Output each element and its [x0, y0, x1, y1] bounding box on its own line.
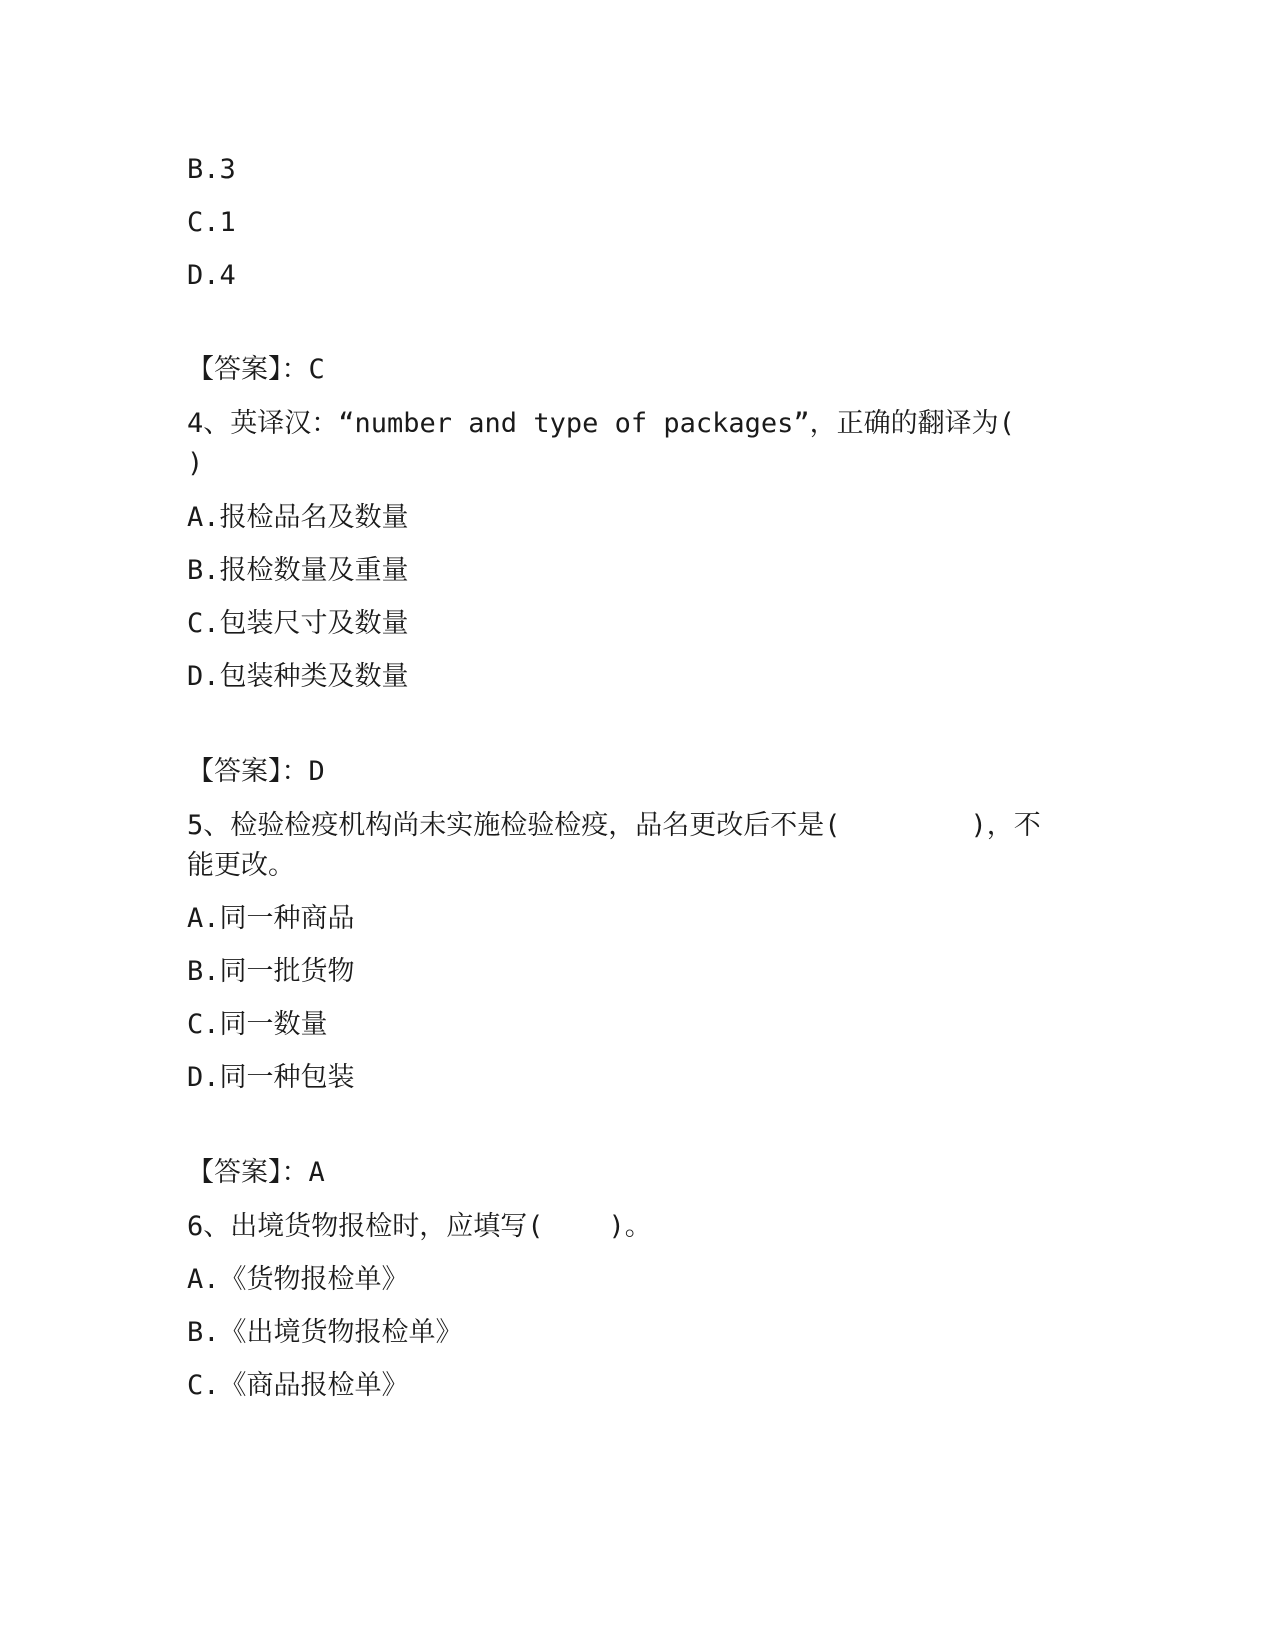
- q4-option-a: A.报检品名及数量: [187, 502, 409, 533]
- q5-question-line2: 能更改。: [187, 850, 295, 881]
- q5-option-d: D.同一种包装: [187, 1062, 355, 1093]
- q3-option-d: D.4: [187, 260, 236, 291]
- q4-question-line1: 4、英译汉：“number and type of packages”，正确的翻译为(: [187, 408, 1015, 439]
- q4-answer: 【答案】：D: [187, 756, 325, 787]
- q5-option-c: C.同一数量: [187, 1009, 328, 1040]
- q4-option-c: C.包装尺寸及数量: [187, 608, 409, 639]
- q5-question-line1: 5、检验检疫机构尚未实施检验检疫，品名更改后不是( )，不: [187, 810, 1041, 841]
- q6-option-b: B.《出境货物报检单》: [187, 1317, 463, 1348]
- q5-option-a: A.同一种商品: [187, 903, 355, 934]
- q4-option-d: D.包装种类及数量: [187, 661, 409, 692]
- q5-answer: 【答案】：A: [187, 1157, 325, 1188]
- q5-option-b: B.同一批货物: [187, 956, 355, 987]
- q6-option-a: A.《货物报检单》: [187, 1264, 409, 1295]
- q6-option-c: C.《商品报检单》: [187, 1370, 409, 1401]
- q6-question: 6、出境货物报检时，应填写( )。: [187, 1211, 652, 1242]
- q4-option-b: B.报检数量及重量: [187, 555, 409, 586]
- q3-answer: 【答案】：C: [187, 354, 325, 385]
- q3-option-c: C.1: [187, 207, 236, 238]
- q4-question-line2: ): [187, 448, 204, 479]
- q3-option-b: B.3: [187, 154, 236, 185]
